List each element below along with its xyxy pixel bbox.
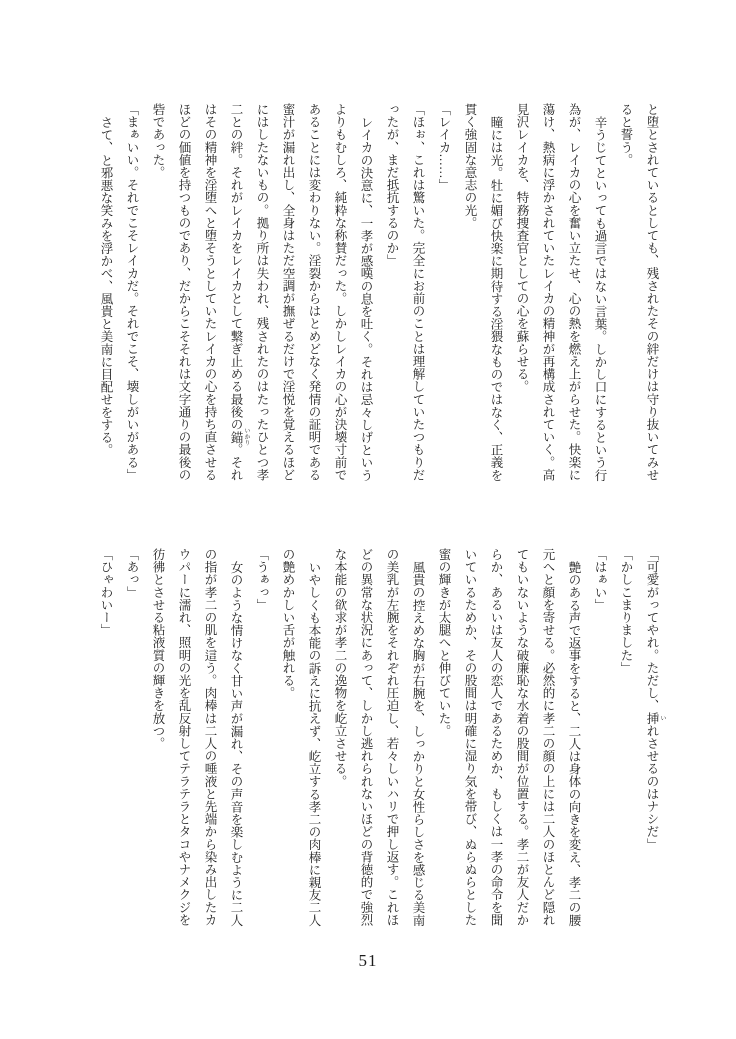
text-line: 辛うじてといっても過言ではない言葉。しかし口にするという行 [593,115,607,481]
text-line: レイカの決意に、一孝が感嘆の息を吐く。それは忌々しげという [359,115,373,481]
text-line: 蜜汁が漏れ出し、全身はただ空調が撫ぜるだけで淫悦を覚えるほど [281,103,295,481]
text-line: 為が、レイカの心を奮い立たせ、心の熱を燃え上がらせた。快楽に [567,103,581,481]
text-line: 砦であった。 [151,103,165,179]
text-line: ほどの価値を持つものであり、だからこそそれは文字通りの最後の [177,103,191,481]
text-line: 「あっ」 [125,548,139,599]
text-line: 風貴の控えめな胸が右腕を、しっかりと女性らしさを感じる美南 [411,560,425,926]
text-line: 見沢レイカを、特務捜査官としての心を蘇らせる。 [515,103,529,393]
text-line: よりもむしろ、純粋な称賛だった。しかしレイカの心が決壊寸前で [333,103,347,481]
text-line: の美乳が左腕をそれぞれ圧迫し、若々しいハリで押し返す。これほ [385,548,399,926]
text-line: あることには変わりない。淫裂からはとめどなく発情の証明である [307,103,321,481]
text-line: いているためか、その股間は明確に湿り気を帯び、ぬらぬらとした [463,548,477,926]
ruby-annotated-text: 挿 い [645,711,665,725]
text-line: 「レイカ……」 [437,103,451,192]
text-line: 女のような情けなく甘い声が漏れ、その声音を楽しむように二人 [229,560,243,926]
text-line: どの異常な状況にあって、しかし逃れられないほどの背徳的で強烈 [359,548,373,926]
text-line: にはしたないもの。拠り所は失われ、残されたのはたったひとつ孝 [255,103,269,481]
text-line: 「まぁいい。それでこそレイカだ。それでこそ、壊しがいがある」 [125,103,139,481]
text-line: 「はぁい」 [593,548,607,611]
text-line: 彷彿とさせる粘液質の輝きを放つ。 [151,548,165,750]
text-line: ると誓う。 [619,103,633,166]
text-line: 「ひゃわいー」 [99,548,113,637]
text-line: 「うぁっ」 [255,548,269,611]
text-line: 「可愛がってやれ。ただし、挿 いれさせるのはナシだ」 [645,548,665,851]
text-line: の指が孝二の肌を這う。肉棒は二人の唾液と先端から染み出したカ [203,548,217,926]
text-line: 瞳には光。牡に媚び快楽に期待する淫猥なものではなく、正義を [489,115,503,481]
text-line: さて、と邪悪な笑みを浮かべ、風貴と美南に目配せをする。 [99,115,113,456]
text-block-bottom [93,548,665,960]
text-line: ウパーに濡れ、照明の光を乱反射してテラテラとタコやナメクジを [177,548,191,926]
page-number: 51 [358,951,378,970]
text-line: 艶のある声で返事をすると、二人は身体の向きを変え、孝二の腰 [567,560,581,926]
text-line: 貫く強固な意志の光。 [463,103,477,229]
text-line: 元へと顔を寄せる。必然的に孝二の顔の上には二人のほとんど隠れ [541,548,555,926]
text-line: はその精神を淫堕へと堕そうとしていたレイカの心を持ち直させる [203,103,217,481]
text-line: 「かしこまりました」 [619,548,633,674]
text-line: と堕とされているとしても、残されたその絆だけは守り抜いてみせ [645,103,659,481]
text-line: 二との絆。それがレイカをレイカとして繋ぎ止める最後の錨 いかり。それ [229,103,249,482]
text-line: いやしくも本能の訴えに抗えず、屹立する孝二の肉棒に親友二人 [307,560,321,926]
text-line: てもいないような破廉恥な水着の股間が位置する。孝二が友人だか [515,548,529,926]
text-line: の艶めかしい舌が触れる。 [281,548,295,700]
text-line: ったが、まだ抵抗するのか」 [385,103,399,267]
text-line: な本能の欲求が孝二の逸物を屹立させる。 [333,548,347,788]
ruby-annotated-text: 錨 いかり [229,427,249,446]
text-line: らか、あるいは友人の恋人であるためか、もしくは一孝の命令を聞 [489,548,503,926]
text-line: 蕩け、熱病に浮かされていたレイカの精神が再構成されていく。高 [541,103,555,481]
text-line: 蜜の輝きが太腿へと伸びていた。 [437,548,451,737]
text-block-top [93,103,665,515]
text-line: 「ほぉ、これは驚いた。完全にお前のことは理解していたつもりだ [411,103,425,481]
